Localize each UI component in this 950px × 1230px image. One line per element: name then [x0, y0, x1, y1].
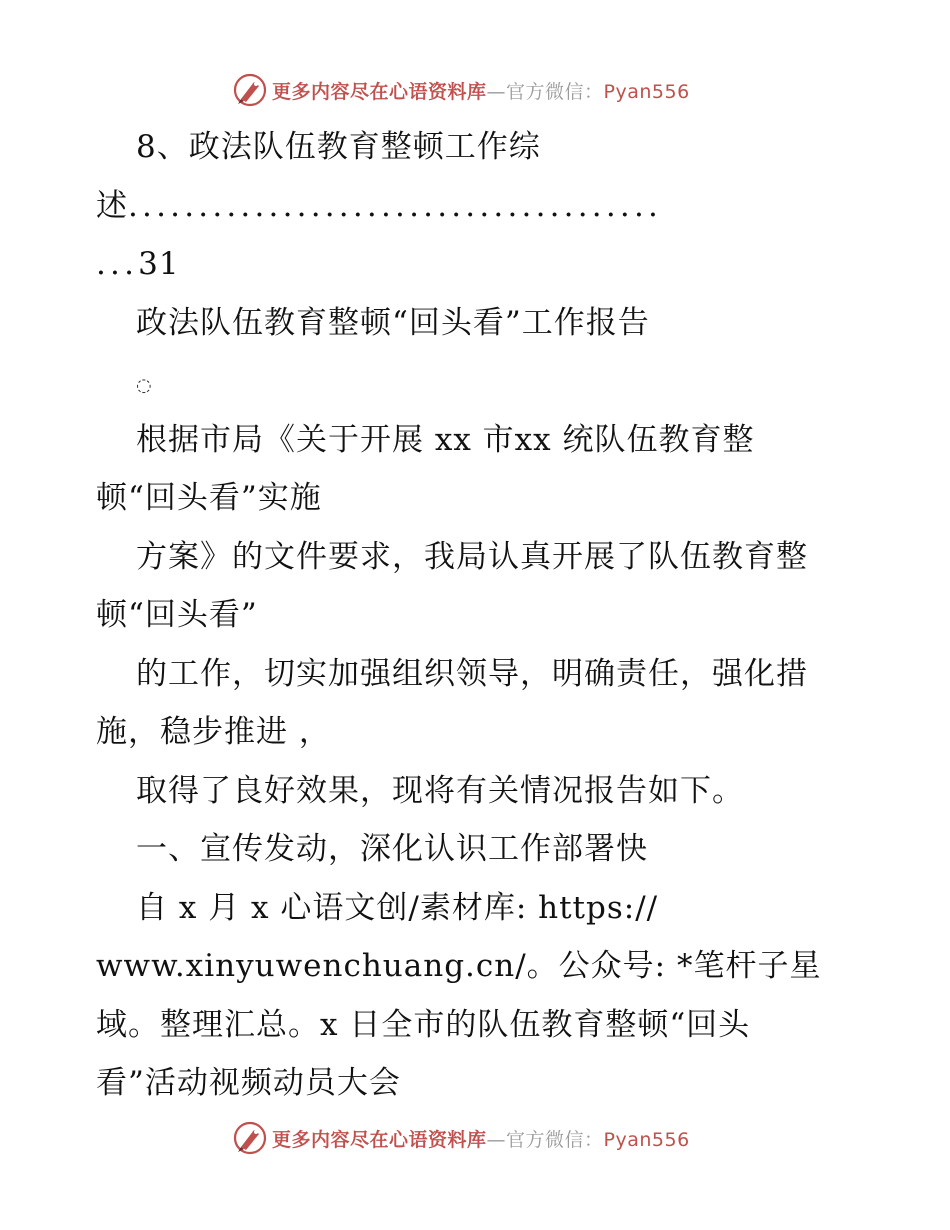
- paragraph-1-line-4: 顿“回头看”: [96, 597, 258, 633]
- toc-page-number: 31: [138, 246, 180, 282]
- banner-official: 官方微信：: [506, 1128, 604, 1151]
- pen-logo-icon: [232, 1120, 268, 1156]
- banner-wechat: Pyan556: [603, 80, 690, 103]
- banner-wechat: Pyan556: [603, 1128, 690, 1151]
- paragraph-2-line-4: 看”活动视频动员大会: [96, 1065, 401, 1101]
- paragraph-2-line-1: 自 x 月 x 心语文创/素材库: https://: [136, 889, 659, 926]
- toc-leader-dots: ......................................: [128, 187, 663, 224]
- document-body: [96, 118, 856, 1113]
- toc-line-3: [96, 235, 856, 294]
- header-banner-text: [272, 77, 690, 104]
- toc-leader-dots-end: ...: [96, 246, 139, 282]
- pen-logo-icon: [232, 72, 268, 108]
- footer-banner: [232, 1118, 752, 1158]
- toc-line-2-char: 述: [96, 187, 128, 224]
- banner-official: 官方微信：: [506, 80, 604, 103]
- header-banner: [232, 70, 752, 110]
- paragraph-1-line-6: 施，稳步推进 ，: [96, 714, 331, 750]
- placeholder-mark: ◌: [136, 375, 153, 396]
- paragraph-1-line-3: 方案》的文件要求，我局认真开展了队伍教育整: [136, 538, 808, 575]
- banner-brand: 更多内容尽在心语资料库: [272, 80, 487, 103]
- doc-title: 政法队伍教育整顿“回头看”工作报告: [136, 304, 650, 341]
- banner-brand: 更多内容尽在心语资料库: [272, 1128, 487, 1151]
- paragraph-2-line-3: 域。整理汇总。x 日全市的队伍教育整顿“回头: [96, 1006, 751, 1043]
- paragraph-2-line-2: www.xinyuwenchuang.cn/。公众号: *笔杆子星: [96, 948, 822, 984]
- footer-banner-text: [272, 1125, 690, 1152]
- paragraph-1-line-2: 顿“回头看”实施: [96, 480, 322, 516]
- paragraph-1-line-7: 取得了良好效果，现将有关情况报告如下。: [136, 772, 744, 809]
- toc-line-2: [96, 177, 856, 236]
- banner-separator: —: [486, 80, 507, 103]
- doc-mark-line: [96, 352, 856, 411]
- toc-line-1: 8、政法队伍教育整顿工作综: [136, 129, 541, 165]
- section-heading-1: 一、宣传发动，深化认识工作部署快: [136, 831, 648, 867]
- banner-separator: —: [486, 1128, 507, 1151]
- paragraph-1-line-1: 根据市局《关于开展 xx 市xx 统队伍教育整: [136, 421, 755, 458]
- paragraph-1-line-5: 的工作，切实加强组织领导，明确责任，强化措: [136, 655, 808, 692]
